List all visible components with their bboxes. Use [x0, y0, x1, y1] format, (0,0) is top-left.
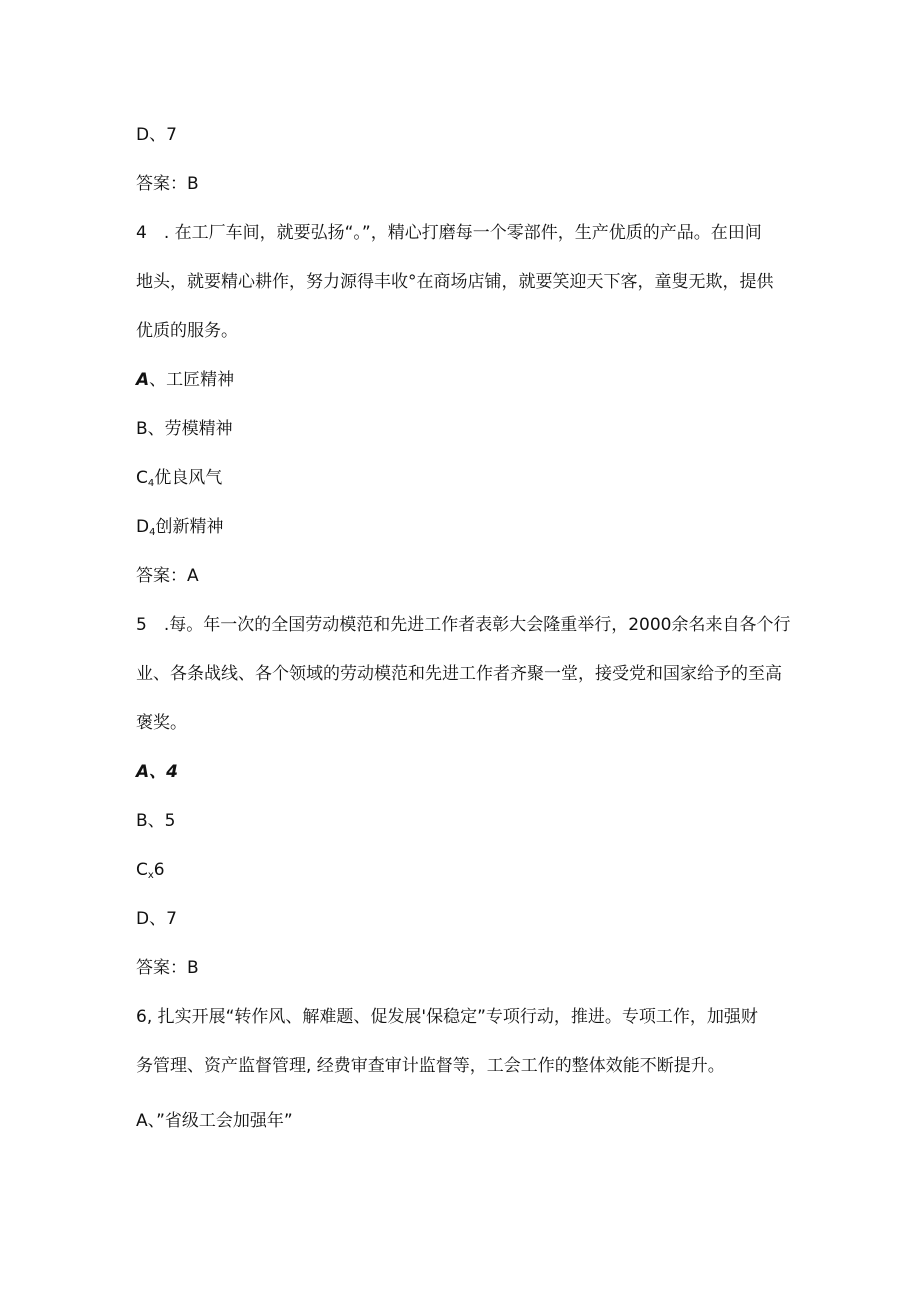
q5-option-c-text: 6: [153, 860, 165, 880]
question-4-line-2: 地头，就要精心耕作，努力源得丰收°在商场店铺，就要笑迎天下客，童叟无欺，提供: [136, 272, 774, 292]
option-c-label: C: [136, 468, 148, 488]
q5-option-c-subscript: x: [147, 870, 154, 881]
option-d-subscript: 4: [149, 527, 156, 538]
question-4-line-1: 4 . 在工厂车间，就要弘扬“。”，精心打磨每一个零部件，生产优质的产品。在田间: [136, 223, 762, 243]
question-6-line-1: 6, 扎实开展“转作风、解难题、促发展'保稳定”专项行动，推进。专项工作，加强财: [136, 1007, 758, 1027]
option-a-text: 工匠精神: [166, 370, 235, 390]
question-4-option-c: [136, 467, 222, 489]
question-4-line-3: 优质的服务。: [136, 321, 238, 341]
option-c-text: 优良风气: [154, 468, 223, 488]
question-4-option-d: [136, 516, 223, 538]
question-5-line-3: 褒奖。: [136, 713, 187, 733]
option-d-label: D: [136, 517, 150, 537]
question-5-option-c: [136, 859, 165, 881]
question-5-option-d: D、7: [136, 909, 177, 929]
option-d-text: 创新精神: [155, 517, 224, 537]
option-c-subscript: 4: [147, 478, 155, 489]
question-4-option-b: B、劳模精神: [136, 419, 233, 439]
question-5-option-b: B、5: [136, 811, 176, 831]
option-d-previous: D、7: [136, 125, 177, 145]
option-a-separator: 、: [149, 370, 167, 390]
question-5-line-1: 5 .每。年一次的全国劳动模范和先进工作者表彰大会隆重举行，2000余名来自各个行: [136, 615, 791, 635]
option-a-label: A: [136, 370, 150, 390]
question-4-option-a: [136, 369, 234, 391]
q5-option-c-label: C: [136, 860, 148, 880]
question-6-line-2: 务管理、资产监督管理, 经费审查审计监督等，工会工作的整体效能不断提升。: [136, 1056, 725, 1076]
question-6-option-a: A、”省级工会加强年”: [136, 1111, 293, 1131]
question-5-option-a: A、4: [136, 762, 178, 782]
answer-previous: 答案：B: [136, 174, 199, 194]
question-4-answer: 答案：A: [136, 566, 199, 586]
question-5-answer: 答案：B: [136, 958, 199, 978]
question-5-line-2: 业、各条战线、各个领域的劳动模范和先进工作者齐聚一堂，接受党和国家给予的至高: [136, 664, 782, 684]
